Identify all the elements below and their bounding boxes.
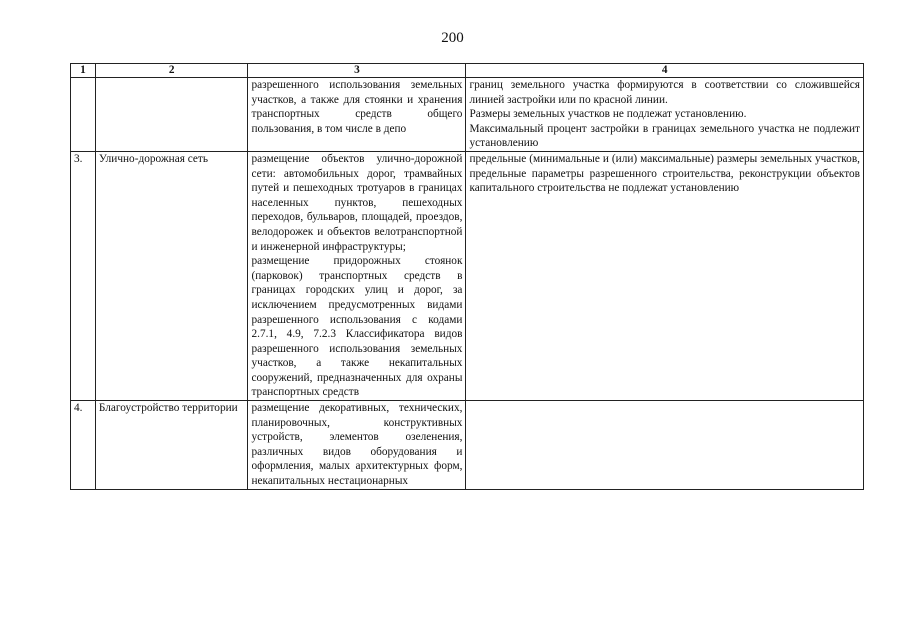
use-type-name: Улично-дорожная сеть xyxy=(95,151,248,400)
use-type-description xyxy=(248,151,466,400)
building-parameters xyxy=(466,401,864,490)
building-parameters xyxy=(466,151,864,400)
use-type-name: Благоустройство территории xyxy=(95,401,248,490)
column-header-4: 4 xyxy=(466,64,864,78)
use-type-description xyxy=(248,401,466,490)
page-number: 200 xyxy=(441,30,464,46)
table-row xyxy=(71,78,864,152)
column-header-3: 3 xyxy=(248,64,466,78)
column-header-1: 1 xyxy=(71,64,96,78)
parameters-paragraph: границ земельного участка формируются в соответствии со сложившейся линией застройки или по красной линии. xyxy=(469,79,860,106)
table-row xyxy=(71,401,864,490)
use-type-description xyxy=(248,78,466,152)
description-paragraph: размещение декоративных, технических, планировочных, конструктивных устройств, элементов озеленения, различных видов оборудования и оформления, малых архитектурных форм, некапитальных нестационарных xyxy=(251,402,463,488)
use-type-name xyxy=(95,78,248,152)
regulations-table xyxy=(70,63,864,490)
row-number: 3. xyxy=(71,151,96,400)
table-header-row xyxy=(71,64,864,78)
row-number: 4. xyxy=(71,401,96,490)
parameters-paragraph: Размеры земельных участков не подлежат установлению. xyxy=(469,108,747,121)
description-paragraph: разрешенного использования земельных участков, а также для стоянки и хранения транспортных средств общего пользования, в том числе в депо xyxy=(251,79,463,135)
parameters-paragraph: предельные (минимальные и (или) максимальные) размеры земельных участков, предельные параметры разрешенного строительства, реконструкции объектов капитального строительства не подлежат установлению xyxy=(469,152,860,195)
table-row xyxy=(71,151,864,400)
parameters-paragraph: Максимальный процент застройки в границах земельного участка не подлежит установлению xyxy=(469,122,860,150)
description-paragraph: размещение объектов улично-дорожной сети: автомобильных дорог, трамвайных путей и пешеходных тротуаров в границах населенных пунктов, пешеходных переходов, бульваров, площадей, проездов, велодорожек и объектов велотранспортной и инженерной инфраструктуры; xyxy=(251,152,463,253)
building-parameters xyxy=(466,78,864,152)
column-header-2: 2 xyxy=(95,64,248,78)
description-paragraph: размещение придорожных стоянок (парковок) транспортных средств в границах городских улиц и дорог, за исключением предусмотренных видами разрешенного использования с кодами 2.7.1, 4.9, 7.2.3 Классификатора видов разрешенного использования земельных участков, а также некапитальных сооружений, предназначенных для охраны транспортных средств xyxy=(251,255,463,399)
row-number xyxy=(71,78,96,152)
